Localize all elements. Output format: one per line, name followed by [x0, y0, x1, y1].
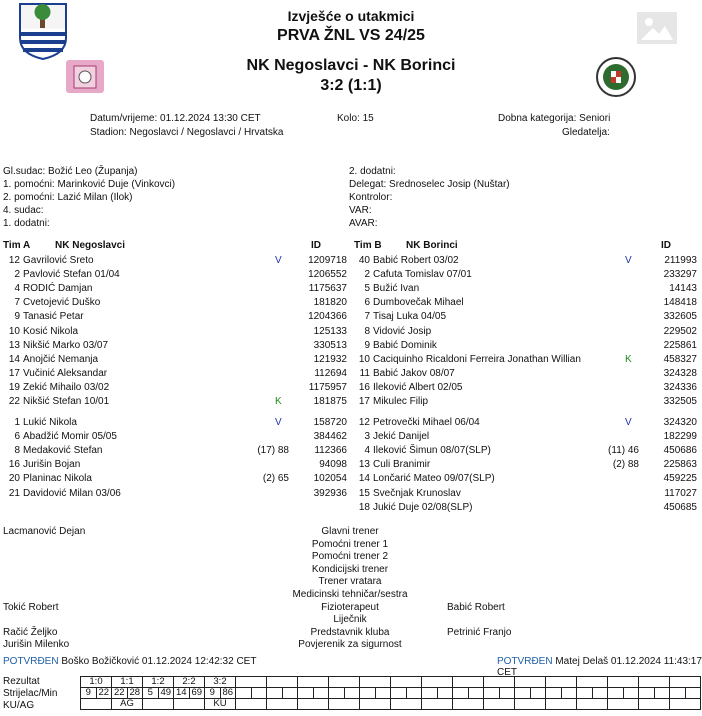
player-id: 392936 — [313, 487, 347, 499]
result-cell: 3:2 — [205, 677, 236, 688]
player-name: Petrovečki Mihael 06/04 — [373, 417, 480, 428]
result-cell: 1:1 — [112, 677, 143, 688]
player-id: 324336 — [663, 381, 697, 393]
player-id: 211993 — [664, 255, 697, 266]
player-id: 14143 — [669, 283, 697, 295]
result-cell — [236, 677, 267, 688]
player-number: 16 — [8, 459, 20, 471]
player-name: Mikulec Filip — [373, 396, 429, 407]
player-name: Vidović Josip — [373, 325, 432, 337]
result-row — [81, 677, 701, 688]
scorer-cell — [437, 688, 453, 699]
player-number: 16 — [358, 381, 370, 393]
player-number: 10 — [358, 353, 370, 365]
scorer-cell — [375, 688, 391, 699]
player-name: Kosić Nikola — [23, 325, 79, 337]
player-name: Tisaj Luka 04/05 — [373, 311, 447, 323]
scorer-cell — [577, 688, 593, 699]
player-number: 12 — [358, 417, 370, 428]
team-a-name: NK Negoslavci — [55, 240, 126, 251]
official-line: 2. dodatni: — [349, 166, 396, 177]
player-id: 332505 — [663, 396, 697, 407]
scorer-cell: 22 — [112, 688, 128, 699]
officials-left — [3, 165, 175, 230]
player-row — [352, 353, 697, 366]
player-name: Caciquinho Ricaldoni Ferreira Jonathan Willian — [373, 353, 581, 365]
player-row — [2, 444, 347, 457]
scorer-cell — [329, 688, 345, 699]
player-number: 3 — [364, 431, 370, 443]
kuag-cell — [81, 699, 112, 710]
player-id: 1175637 — [308, 283, 347, 295]
match-title: NK Negoslavci - NK Borinci — [246, 57, 456, 74]
player-id: 125133 — [313, 325, 347, 337]
player-id: 117027 — [664, 487, 697, 499]
player-row — [352, 430, 697, 443]
player-row — [352, 296, 697, 309]
player-number: 2 — [14, 269, 20, 281]
player-id: 1206552 — [308, 269, 347, 281]
kuag-cell — [608, 699, 639, 710]
scorer-cell: 49 — [158, 688, 174, 699]
confirm-text: Matej Delaš 01.12.2024 11:43:17 CET — [497, 656, 702, 678]
staff-role: Liječnik — [333, 614, 367, 626]
player-id: 102054 — [313, 473, 347, 485]
player-number: 4 — [14, 283, 20, 295]
player-row — [2, 325, 347, 338]
player-row — [352, 381, 697, 394]
player-mark: V — [275, 255, 282, 266]
player-id: 459225 — [663, 473, 697, 485]
scorer-cell — [468, 688, 484, 699]
player-name: Tanasić Petar — [23, 311, 84, 323]
player-row — [2, 458, 347, 471]
official-line: AVAR: — [349, 218, 378, 229]
result-cell — [577, 677, 608, 688]
player-id: 324328 — [663, 367, 697, 379]
player-number: 13 — [8, 339, 20, 351]
player-number: 19 — [8, 381, 20, 393]
player-name: Zekić Mihailo 03/02 — [23, 381, 110, 393]
player-id: 330513 — [313, 339, 347, 351]
scorer-cell: 28 — [127, 688, 143, 699]
player-name: Babić Robert 03/02 — [373, 255, 459, 266]
scorer-cell — [298, 688, 314, 699]
team-a-id-header: ID — [311, 240, 321, 251]
staff-team-b: Babić Robert — [447, 601, 505, 613]
player-name: Svečnjak Krunoslav — [373, 487, 461, 499]
confirm-tag: POTVRĐEN — [497, 656, 553, 667]
result-cell — [453, 677, 484, 688]
official-line: 4. sudac: — [3, 205, 44, 216]
scorer-cell — [670, 688, 686, 699]
staff-team-a: Tokić Robert — [3, 601, 59, 613]
scorer-cell: 86 — [220, 688, 236, 699]
player-row — [352, 487, 697, 500]
confirm-text: Boško Božičković 01.12.2024 12:42:32 CET — [61, 656, 257, 667]
player-name: Babić Jakov 08/07 — [373, 367, 455, 379]
result-cell — [267, 677, 298, 688]
official-line: VAR: — [349, 205, 372, 216]
result-cell: 2:2 — [174, 677, 205, 688]
team-b-name: NK Borinci — [406, 240, 458, 251]
scorer-cell: 9 — [81, 688, 97, 699]
kuag-row — [81, 699, 701, 710]
player-row — [352, 339, 697, 352]
player-number: 5 — [364, 283, 370, 295]
player-id: 1204366 — [308, 311, 347, 323]
player-row — [2, 430, 347, 443]
kuag-cell — [174, 699, 205, 710]
scorer-cell: 69 — [189, 688, 205, 699]
player-number: 1 — [14, 417, 20, 428]
team-b-label: Tim B — [354, 240, 382, 251]
player-number: 40 — [358, 255, 370, 266]
staff-role: Trener vratara — [318, 576, 382, 588]
scorer-cell — [685, 688, 701, 699]
staff-team-a: Račić Željko — [3, 626, 58, 638]
player-name: Nikšić Stefan 10/01 — [23, 396, 110, 407]
player-row — [352, 458, 697, 471]
result-cell: 1:2 — [143, 677, 174, 688]
player-name: Nikšić Marko 03/07 — [23, 339, 109, 351]
official-line: Delegat: Srednoselec Josip (Nuštar) — [349, 179, 510, 190]
player-id: 324320 — [663, 417, 697, 428]
scorer-cell: 5 — [143, 688, 159, 699]
official-line: 2. pomoćni: Lazić Milan (Ilok) — [3, 192, 133, 203]
player-name: Gavrilović Sreto — [23, 255, 94, 266]
player-name: Jukić Duje 02/08(SLP) — [373, 501, 473, 513]
player-row — [352, 310, 697, 323]
result-cell — [484, 677, 515, 688]
scorer-cell — [546, 688, 562, 699]
kuag-cell — [360, 699, 391, 710]
confirm-right — [497, 656, 702, 678]
row-label-scorer: Strijelac/Min — [3, 688, 58, 699]
scorer-cell — [267, 688, 283, 699]
player-number: 13 — [358, 459, 370, 471]
scorer-cell — [515, 688, 531, 699]
player-row — [352, 325, 697, 338]
scorer-cell — [313, 688, 329, 699]
kuag-cell — [298, 699, 329, 710]
player-mark: K — [625, 353, 632, 365]
player-row — [2, 416, 347, 429]
age-category: Dobna kategorija: Seniori — [498, 113, 611, 124]
scorer-cell: 22 — [96, 688, 112, 699]
result-cell — [329, 677, 360, 688]
sub-minute: (2) 65 — [262, 473, 289, 485]
player-id: 121932 — [313, 353, 347, 365]
scorer-cell — [530, 688, 546, 699]
player-name: Medaković Stefan — [23, 445, 103, 457]
result-cell — [298, 677, 329, 688]
player-row — [2, 487, 347, 500]
player-number: 21 — [8, 487, 20, 499]
officials-right — [349, 165, 510, 230]
player-id: 1209718 — [308, 255, 347, 266]
player-name: Pavlović Stefan 01/04 — [23, 269, 120, 281]
player-name: Davidović Milan 03/06 — [23, 487, 121, 499]
player-name: Abadžić Momir 05/05 — [23, 431, 117, 443]
player-number: 22 — [8, 396, 20, 407]
player-row — [2, 395, 347, 408]
player-name: Cvetojević Duško — [23, 297, 101, 309]
scorer-cell — [623, 688, 639, 699]
kuag-cell — [422, 699, 453, 710]
player-number: 8 — [364, 325, 370, 337]
scorer-cell — [344, 688, 360, 699]
kuag-cell — [515, 699, 546, 710]
kuag-cell — [577, 699, 608, 710]
official-line: Gl.sudac: Božić Leo (Županja) — [3, 166, 138, 177]
scorer-cell — [484, 688, 500, 699]
player-name: Dumbovečak Mihael — [373, 297, 464, 309]
round: Kolo: 15 — [337, 113, 374, 124]
player-mark: K — [275, 396, 282, 407]
kuag-cell — [236, 699, 267, 710]
staff-role: Glavni trener — [321, 526, 379, 537]
row-label-kuag: KU/AG — [3, 700, 35, 711]
player-id: 450686 — [663, 445, 697, 457]
player-mark: V — [625, 255, 632, 266]
player-row — [352, 282, 697, 295]
staff-team-a: Lacmanović Dejan — [3, 526, 86, 537]
scorer-cell — [608, 688, 624, 699]
player-row — [2, 254, 347, 267]
player-name: Anojčić Nemanja — [23, 353, 99, 365]
player-number: 20 — [8, 473, 20, 485]
player-id: 458327 — [663, 353, 697, 365]
player-name: Bužić Ivan — [373, 283, 420, 295]
player-name: Lukić Nikola — [23, 417, 77, 428]
staff-team-a: Jurišin Milenko — [3, 639, 70, 651]
scorer-cell — [654, 688, 670, 699]
player-name: Babić Dominik — [373, 339, 437, 351]
scorer-cell — [360, 688, 376, 699]
sub-minute: (11) 46 — [608, 445, 639, 457]
player-id: 225861 — [663, 339, 697, 351]
kuag-cell — [143, 699, 174, 710]
scorer-cell — [592, 688, 608, 699]
scorer-cell — [236, 688, 252, 699]
result-cell — [391, 677, 422, 688]
player-name: Lončarić Mateo 09/07(SLP) — [373, 473, 495, 485]
kuag-cell — [546, 699, 577, 710]
player-number: 9 — [364, 339, 370, 351]
player-name: Culi Branimir — [373, 459, 431, 471]
player-id: 112366 — [314, 445, 347, 457]
player-id: 112694 — [314, 367, 347, 379]
player-number: 6 — [14, 431, 20, 443]
kuag-cell — [639, 699, 670, 710]
confirm-left — [3, 656, 256, 667]
result-cell — [422, 677, 453, 688]
player-name: Cafuta Tomislav 07/01 — [373, 269, 472, 281]
result-cell — [360, 677, 391, 688]
player-number: 17 — [358, 396, 370, 407]
staff-role: Pomoćni trener 1 — [311, 538, 389, 550]
player-id: 148418 — [663, 297, 697, 309]
player-number: 6 — [364, 297, 370, 309]
player-row — [352, 444, 697, 457]
scorer-cell — [561, 688, 577, 699]
player-mark: V — [625, 417, 632, 428]
player-id: 225863 — [663, 459, 697, 471]
scorer-cell — [406, 688, 422, 699]
player-number: 18 — [358, 501, 370, 513]
result-cell — [670, 677, 701, 688]
player-mark: V — [275, 417, 282, 428]
player-id: 332605 — [663, 311, 697, 323]
player-id: 450685 — [663, 501, 697, 513]
player-row — [2, 296, 347, 309]
player-number: 15 — [358, 487, 370, 499]
player-row — [2, 353, 347, 366]
player-row — [352, 395, 697, 408]
player-row — [352, 254, 697, 267]
player-id: 233297 — [663, 269, 697, 281]
staff-role: Medicinski tehničar/sestra — [292, 589, 408, 600]
player-name: Vučinić Aleksandar — [23, 367, 108, 379]
player-row — [2, 381, 347, 394]
result-cell: 1:0 — [81, 677, 112, 688]
result-cell — [546, 677, 577, 688]
kuag-cell — [267, 699, 298, 710]
sub-minute: (2) 88 — [612, 459, 639, 471]
spectators: Gledatelja: — [562, 127, 610, 138]
kuag-cell: AG — [112, 699, 143, 710]
kuag-cell — [453, 699, 484, 710]
player-name: Jurišin Bojan — [23, 459, 81, 471]
scorer-cell: 14 — [174, 688, 190, 699]
player-row — [2, 282, 347, 295]
player-row — [352, 268, 697, 281]
team-a-label: Tim A — [3, 240, 31, 251]
kuag-cell — [484, 699, 515, 710]
staff-team-b: Petrinić Franjo — [447, 626, 512, 638]
player-name: Ileković Albert 02/05 — [373, 381, 463, 393]
scorer-cell — [499, 688, 515, 699]
player-id: 158720 — [313, 417, 347, 428]
player-row — [2, 472, 347, 485]
player-id: 1175957 — [308, 381, 347, 393]
player-id: 229502 — [663, 325, 697, 337]
player-number: 4 — [364, 445, 370, 457]
official-line: 1. pomoćni: Marinković Duje (Vinkovci) — [3, 179, 176, 190]
player-name: Jekić Danijel — [373, 431, 430, 443]
scorer-row — [81, 688, 701, 699]
kuag-cell — [670, 699, 701, 710]
match-score: 3:2 (1:1) — [320, 77, 382, 94]
player-number: 9 — [14, 311, 20, 323]
player-number: 17 — [8, 367, 20, 379]
player-number: 8 — [14, 445, 20, 457]
player-id: 94098 — [319, 459, 347, 471]
official-line: Kontrolor: — [349, 192, 393, 203]
player-number: 14 — [358, 473, 370, 485]
staff-role: Pomoćni trener 2 — [311, 551, 389, 563]
result-cell — [608, 677, 639, 688]
player-number: 14 — [8, 353, 20, 365]
stadium: Stadion: Negoslavci / Negoslavci / Hrvatska — [90, 127, 284, 138]
player-id: 181820 — [313, 297, 347, 309]
player-row — [352, 367, 697, 380]
staff-role: Predstavnik kluba — [310, 626, 390, 638]
player-number: 11 — [359, 367, 370, 379]
player-number: 7 — [364, 311, 370, 323]
player-number: 7 — [14, 297, 20, 309]
kuag-cell: KU — [205, 699, 236, 710]
player-row — [2, 339, 347, 352]
scorer-cell — [251, 688, 267, 699]
score-table — [80, 676, 701, 710]
player-id: 384462 — [313, 431, 347, 443]
player-id: 181875 — [313, 396, 347, 407]
staff-role: Kondicijski trener — [311, 563, 389, 575]
competition-title: PRVA ŽNL VS 24/25 — [277, 27, 425, 44]
result-cell — [515, 677, 546, 688]
player-row — [2, 268, 347, 281]
team-b-id-header: ID — [661, 240, 671, 251]
scorer-cell — [391, 688, 407, 699]
player-number: 2 — [364, 269, 370, 281]
datetime: Datum/vrijeme: 01.12.2024 13:30 CET — [90, 113, 261, 124]
player-row — [2, 367, 347, 380]
scorer-cell — [282, 688, 298, 699]
scorer-cell — [422, 688, 438, 699]
player-name: Ileković Šimun 08/07(SLP) — [373, 445, 491, 457]
player-name: RODIĆ Damjan — [23, 283, 93, 295]
player-row — [352, 501, 697, 514]
scorer-cell: 9 — [205, 688, 221, 699]
kuag-cell — [391, 699, 422, 710]
result-cell — [639, 677, 670, 688]
player-row — [2, 310, 347, 323]
player-row — [352, 416, 697, 429]
scorer-cell — [639, 688, 655, 699]
row-label-result: Rezultat — [3, 676, 40, 687]
report-title: Izvješće o utakmici — [287, 8, 415, 24]
staff-role: Fizioterapeut — [321, 601, 379, 613]
official-line: 1. dodatni: — [3, 218, 50, 229]
player-number: 10 — [8, 325, 20, 337]
confirm-tag: POTVRĐEN — [3, 656, 59, 667]
player-id: 182299 — [663, 431, 697, 443]
player-row — [352, 472, 697, 485]
player-number: 12 — [8, 255, 20, 266]
sub-minute: (17) 88 — [257, 445, 289, 457]
scorer-cell — [453, 688, 469, 699]
kuag-cell — [329, 699, 360, 710]
player-name: Planinac Nikola — [23, 473, 92, 485]
staff-role: Povjerenik za sigurnost — [298, 639, 402, 651]
